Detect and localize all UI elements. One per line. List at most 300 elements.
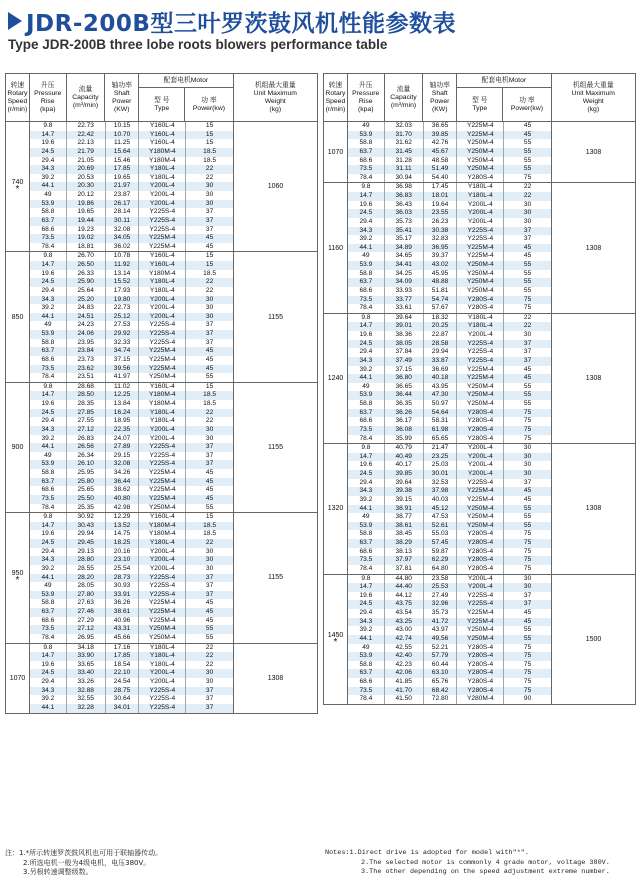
speed-cell <box>6 252 30 381</box>
motor-type-cell: Y280S-4 <box>457 296 504 305</box>
header-line: (kg) <box>587 105 600 113</box>
motor-type-cell: Y250M-4 <box>457 635 504 644</box>
weight-cell: 1155 <box>267 313 284 321</box>
table-row <box>348 139 551 148</box>
header-weight <box>234 74 317 121</box>
table-row <box>30 296 233 305</box>
motor-type-cell: Y225M-4 <box>139 365 186 374</box>
pressure-cell: 68.6 <box>348 417 385 426</box>
motor-power-cell: 30 <box>205 564 214 572</box>
shaft-power-cell: 42.76 <box>424 139 458 148</box>
speed-group <box>6 513 317 643</box>
capacity-cell: 39.64 <box>385 314 424 323</box>
table-row <box>30 270 233 279</box>
capacity-cell: 25.35 <box>67 504 106 513</box>
pressure-cell: 58.8 <box>348 270 385 279</box>
motor-power-cell: 15 <box>205 513 214 521</box>
motor-type-cell: Y180M-4 <box>139 148 186 157</box>
motor-type-cell: Y225S-4 <box>457 357 504 366</box>
capacity-cell: 25.65 <box>67 486 106 495</box>
shaft-power-cell: 22.87 <box>424 331 458 340</box>
motor-power-cell: 45 <box>523 122 532 129</box>
capacity-cell: 39.85 <box>385 470 424 479</box>
motor-power-cell: 55 <box>205 503 214 511</box>
shaft-power-cell: 28.75 <box>106 687 140 696</box>
motor-type-cell: Y225S-4 <box>457 600 504 609</box>
page-subtitle: Type JDR-200B three lobe roots blowers performance table <box>8 37 388 52</box>
capacity-cell: 23.73 <box>67 356 106 365</box>
table-row <box>348 201 551 210</box>
shaft-power-cell: 29.15 <box>106 452 140 461</box>
motor-type-cell: Y280S-4 <box>457 661 504 670</box>
shaft-power-cell: 18.01 <box>424 192 458 201</box>
capacity-cell: 24.83 <box>67 304 106 313</box>
motor-power-cell: 30 <box>205 191 214 198</box>
motor-power-cell: 45 <box>205 599 214 607</box>
header-line: Power(kw) <box>192 104 225 112</box>
pressure-cell: 34.3 <box>30 687 67 696</box>
header-motor-title: 配套电机Motor <box>139 74 232 88</box>
pressure-cell: 19.6 <box>348 331 385 340</box>
header-weight <box>552 74 635 121</box>
table-row <box>30 287 233 296</box>
table-row <box>30 582 233 591</box>
shaft-power-cell: 47.30 <box>424 391 458 400</box>
pressure-cell: 34.3 <box>30 165 67 174</box>
motor-power-cell: 30 <box>523 331 532 338</box>
table-row <box>348 192 551 201</box>
motor-power-cell: 18.5 <box>203 400 217 407</box>
motor-type-cell: Y250M-4 <box>457 278 504 287</box>
motor-power-cell: 75 <box>523 564 532 572</box>
pressure-cell: 53.9 <box>30 591 67 600</box>
capacity-cell: 36.43 <box>385 201 424 210</box>
capacity-cell: 36.35 <box>385 400 424 409</box>
capacity-cell: 33.61 <box>385 304 424 313</box>
motor-power-cell: 45 <box>523 374 532 382</box>
capacity-cell: 27.46 <box>67 608 106 617</box>
motor-power-cell: 18.5 <box>203 147 217 155</box>
header-line: 轴功率 <box>111 81 132 89</box>
header-line: (r/min) <box>7 105 28 113</box>
pressure-cell: 24.5 <box>30 409 67 418</box>
motor-type-cell: Y200L-4 <box>139 304 186 313</box>
table-header <box>324 74 635 122</box>
table-row <box>348 374 551 383</box>
motor-power-cell: 15 <box>205 261 214 268</box>
table-row <box>30 182 233 191</box>
pressure-cell: 78.4 <box>348 174 385 183</box>
shaft-power-cell: 36.95 <box>424 244 458 253</box>
motor-type-cell: Y225M-4 <box>457 252 504 261</box>
shaft-power-cell: 20.16 <box>106 548 140 557</box>
group-rows <box>30 383 234 512</box>
motor-type-cell: Y180L-4 <box>139 661 186 670</box>
capacity-cell: 30.43 <box>67 522 106 531</box>
motor-power-cell: 45 <box>205 616 214 624</box>
motor-power-cell: 30 <box>523 209 532 217</box>
motor-type-cell: Y180M-4 <box>139 391 186 400</box>
pressure-cell: 53.9 <box>30 460 67 469</box>
table-row <box>348 244 551 253</box>
motor-power-cell: 45 <box>205 469 214 476</box>
capacity-cell: 34.89 <box>385 244 424 253</box>
header-line: Weight <box>582 97 604 105</box>
motor-power-cell: 75 <box>523 686 532 694</box>
motor-type-cell: Y225S-4 <box>139 687 186 696</box>
capacity-cell: 20.30 <box>67 182 106 191</box>
pressure-cell: 9.8 <box>348 444 385 453</box>
header-line: Type <box>472 104 488 112</box>
pressure-cell: 73.5 <box>30 625 67 634</box>
shaft-power-cell: 20.25 <box>424 322 458 331</box>
capacity-cell: 28.80 <box>67 556 106 565</box>
capacity-cell: 24.23 <box>67 321 106 330</box>
pressure-cell: 49 <box>30 582 67 591</box>
motor-type-cell: Y200L-4 <box>139 191 186 200</box>
shaft-power-cell: 38.62 <box>106 486 140 495</box>
motor-type-cell: Y225M-4 <box>139 243 186 252</box>
motor-power-cell: 30 <box>523 583 532 591</box>
motor-power-cell: 75 <box>523 652 532 660</box>
capacity-cell: 33.93 <box>385 287 424 296</box>
motor-type-cell: Y225S-4 <box>139 217 186 226</box>
table-row <box>348 400 551 409</box>
capacity-cell: 33.65 <box>67 661 106 670</box>
motor-power-cell: 55 <box>205 633 214 641</box>
motor-type-cell: Y280S-4 <box>457 556 504 565</box>
pressure-cell: 63.7 <box>348 539 385 548</box>
motor-type-cell: Y225S-4 <box>457 348 504 357</box>
table-row <box>348 331 551 340</box>
table-row <box>348 131 551 140</box>
motor-power-cell: 55 <box>523 391 532 399</box>
motor-power-cell: 75 <box>523 530 532 538</box>
capacity-cell: 37.49 <box>385 357 424 366</box>
table-row <box>30 452 233 461</box>
motor-type-cell: Y225M-4 <box>457 496 504 505</box>
pressure-cell: 24.5 <box>348 470 385 479</box>
capacity-cell: 31.11 <box>385 165 424 174</box>
motor-power-cell: 55 <box>523 278 532 286</box>
page-title: JDR-200B型三叶罗茨鼓风机性能参数表 <box>26 10 456 37</box>
speed-group <box>6 383 317 513</box>
shaft-power-cell: 28.73 <box>106 574 140 583</box>
motor-power-cell: 37 <box>523 478 532 486</box>
capacity-cell: 25.64 <box>67 287 106 296</box>
motor-power-cell: 55 <box>523 513 532 521</box>
shaft-power-cell: 11.92 <box>106 261 140 270</box>
speed-value: 1450 <box>327 631 344 639</box>
motor-type-cell: Y200L-4 <box>139 548 186 557</box>
capacity-cell: 25.20 <box>67 296 106 305</box>
shaft-power-cell: 23.87 <box>106 191 140 200</box>
header-line: 机组最大重量 <box>254 81 296 89</box>
shaft-power-cell: 10.78 <box>106 252 140 261</box>
motor-power-cell: 37 <box>523 235 532 243</box>
capacity-cell: 24.51 <box>67 313 106 322</box>
capacity-cell: 20.12 <box>67 191 106 200</box>
pressure-cell: 49 <box>30 191 67 200</box>
header-motor-sub <box>457 88 550 121</box>
group-rows <box>30 513 234 642</box>
motor-type-cell: Y200L-4 <box>457 470 504 479</box>
motor-power-cell: 45 <box>523 243 532 251</box>
motor-type-cell: Y280S-4 <box>457 644 504 653</box>
motor-power-cell: 30 <box>523 470 532 477</box>
motor-type-cell: Y280S-4 <box>457 548 504 557</box>
table-row <box>348 122 551 131</box>
motor-power-cell: 30 <box>205 304 214 312</box>
table-row <box>30 409 233 418</box>
motor-type-cell: Y180L-4 <box>139 539 186 548</box>
motor-power-cell: 45 <box>205 242 214 250</box>
pressure-cell: 44.1 <box>348 244 385 253</box>
motor-type-cell: Y225M-4 <box>457 244 504 253</box>
motor-type-cell: Y200L-4 <box>457 461 504 470</box>
pressure-cell: 39.2 <box>348 235 385 244</box>
shaft-power-cell: 13.84 <box>106 400 140 409</box>
shaft-power-cell: 72.80 <box>424 695 458 704</box>
motor-type-cell: Y280S-4 <box>457 565 504 574</box>
capacity-cell: 43.54 <box>385 609 424 618</box>
header-line: Rotary <box>7 89 28 97</box>
capacity-cell: 36.98 <box>385 183 424 192</box>
pressure-cell: 53.9 <box>348 131 385 140</box>
motor-type-cell: Y200L-4 <box>139 200 186 209</box>
motor-type-cell: Y250M-4 <box>457 505 504 514</box>
shaft-power-cell: 45.66 <box>106 634 140 643</box>
pressure-cell: 53.9 <box>348 652 385 661</box>
motor-type-cell: Y180L-4 <box>139 409 186 418</box>
motor-type-cell: Y160L-4 <box>139 131 186 140</box>
motor-power-cell: 30 <box>205 547 214 555</box>
capacity-cell: 26.70 <box>67 252 106 261</box>
capacity-cell: 39.15 <box>385 496 424 505</box>
motor-type-cell: Y250M-4 <box>457 148 504 157</box>
header-line: 流量 <box>396 85 411 93</box>
capacity-cell: 27.12 <box>67 625 106 634</box>
table-row <box>30 131 233 140</box>
pressure-cell: 68.6 <box>348 548 385 557</box>
table-row <box>30 678 233 687</box>
capacity-cell: 32.03 <box>385 122 424 131</box>
table-row <box>348 565 551 574</box>
speed-value: 1160 <box>327 244 344 252</box>
shaft-power-cell: 25.03 <box>424 461 458 470</box>
table-row <box>348 556 551 565</box>
shaft-power-cell: 22.73 <box>106 304 140 313</box>
table-row <box>348 174 551 183</box>
pressure-cell: 44.1 <box>30 704 67 713</box>
motor-type-cell: Y225S-4 <box>457 592 504 601</box>
shaft-power-cell: 13.14 <box>106 270 140 279</box>
motor-type-cell: Y200L-4 <box>457 444 504 453</box>
motor-type-cell: Y200L-4 <box>457 575 504 584</box>
pressure-cell: 24.5 <box>348 600 385 609</box>
motor-type-cell: Y280S-4 <box>457 174 504 183</box>
pressure-cell: 44.1 <box>348 374 385 383</box>
capacity-cell: 23.62 <box>67 365 106 374</box>
motor-power-cell: 37 <box>523 339 532 347</box>
motor-power-cell: 37 <box>205 703 214 711</box>
shaft-power-cell: 49.56 <box>424 635 458 644</box>
shaft-power-cell: 19.65 <box>106 174 140 183</box>
pressure-cell: 14.7 <box>30 652 67 661</box>
motor-type-cell: Y250M-4 <box>457 157 504 166</box>
motor-type-cell: Y250M-4 <box>139 634 186 643</box>
shaft-power-cell: 38.61 <box>106 608 140 617</box>
shaft-power-cell: 12.29 <box>106 513 140 522</box>
shaft-power-cell: 18.25 <box>106 539 140 548</box>
pressure-cell: 9.8 <box>30 644 67 653</box>
capacity-cell: 30.92 <box>67 513 106 522</box>
motor-power-cell: 75 <box>523 539 532 546</box>
capacity-cell: 26.56 <box>67 443 106 452</box>
motor-power-cell: 55 <box>523 156 532 164</box>
header-motor-title: 配套电机Motor <box>457 74 550 88</box>
shaft-power-cell: 23.58 <box>424 575 458 584</box>
motor-power-cell: 75 <box>523 556 532 564</box>
motor-power-cell: 90 <box>523 695 532 703</box>
motor-type-cell: Y200L-4 <box>139 435 186 444</box>
motor-power-cell: 45 <box>205 347 214 355</box>
header-line: Capacity <box>390 93 417 101</box>
pressure-cell: 58.8 <box>348 530 385 539</box>
table-row <box>30 148 233 157</box>
shaft-power-cell: 36.69 <box>424 366 458 375</box>
motor-type-cell: Y225S-4 <box>457 340 504 349</box>
shaft-power-cell: 17.85 <box>106 652 140 661</box>
weight-cell: 1155 <box>267 443 284 451</box>
speed-cell <box>6 383 30 512</box>
shaft-power-cell: 41.97 <box>106 373 140 382</box>
motor-type-cell: Y200L-4 <box>139 678 186 687</box>
motor-power-cell: 30 <box>523 217 532 225</box>
motor-power-cell: 55 <box>523 147 532 155</box>
shaft-power-cell: 32.96 <box>424 600 458 609</box>
pressure-cell: 49 <box>348 644 385 653</box>
capacity-cell: 40.17 <box>385 461 424 470</box>
shaft-power-cell: 39.37 <box>424 252 458 261</box>
capacity-cell: 42.74 <box>385 635 424 644</box>
motor-type-cell: Y280S-4 <box>457 687 504 696</box>
capacity-cell: 22.73 <box>67 122 106 131</box>
pressure-cell: 73.5 <box>348 426 385 435</box>
speed-group <box>324 183 635 313</box>
table-row <box>348 678 551 687</box>
capacity-cell: 19.02 <box>67 234 106 243</box>
capacity-cell: 38.77 <box>385 513 424 522</box>
pressure-cell: 58.8 <box>348 400 385 409</box>
table-row <box>30 443 233 452</box>
motor-power-cell: 55 <box>205 625 214 633</box>
header-motor <box>139 74 233 121</box>
header-line: Type <box>154 104 170 112</box>
pressure-cell: 14.7 <box>348 322 385 331</box>
header-line: Unit Maximum <box>571 89 615 97</box>
header-shaft-power <box>105 74 139 121</box>
table-row <box>30 652 233 661</box>
capacity-cell: 19.65 <box>67 208 106 217</box>
pressure-cell: 24.5 <box>30 278 67 287</box>
shaft-power-cell: 33.91 <box>106 591 140 600</box>
motor-power-cell: 22 <box>205 539 214 546</box>
motor-power-cell: 55 <box>523 634 532 642</box>
motor-type-cell: Y225S-4 <box>139 339 186 348</box>
speed-value: 1320 <box>327 505 344 513</box>
motor-power-cell: 30 <box>205 425 214 433</box>
motor-power-cell: 18.5 <box>203 269 217 277</box>
pressure-cell: 78.4 <box>348 304 385 313</box>
motor-power-cell: 18.5 <box>203 156 217 164</box>
speed-group <box>6 644 317 713</box>
motor-power-cell: 22 <box>205 417 214 425</box>
header-line: Power <box>112 97 132 105</box>
motor-type-cell: Y225S-4 <box>139 443 186 452</box>
shaft-power-cell: 27.49 <box>424 592 458 601</box>
capacity-cell: 43.00 <box>385 626 424 635</box>
shaft-power-cell: 39.85 <box>424 131 458 140</box>
header-line: (kpa) <box>39 105 56 113</box>
motor-type-cell: Y225M-4 <box>457 487 504 496</box>
capacity-cell: 37.15 <box>385 366 424 375</box>
shaft-power-cell: 25.54 <box>106 565 140 574</box>
shaft-power-cell: 40.96 <box>106 617 140 626</box>
speed-group <box>6 252 317 382</box>
capacity-cell: 19.23 <box>67 226 106 235</box>
pressure-cell: 53.9 <box>30 330 67 339</box>
motor-type-cell: Y180L-4 <box>457 322 504 331</box>
speed-cell <box>324 314 348 443</box>
motor-type-cell: Y225M-4 <box>457 131 504 140</box>
shaft-power-cell: 26.23 <box>424 218 458 227</box>
shaft-power-cell: 55.03 <box>424 530 458 539</box>
header-line: 升压 <box>40 81 55 89</box>
capacity-cell: 26.50 <box>67 261 106 270</box>
table-row <box>348 261 551 270</box>
motor-power-cell: 75 <box>523 669 532 677</box>
motor-type-cell: Y180M-4 <box>139 270 186 279</box>
capacity-cell: 21.79 <box>67 148 106 157</box>
table-row <box>30 304 233 313</box>
motor-power-cell: 55 <box>523 165 532 173</box>
motor-type-cell: Y225M-4 <box>457 366 504 375</box>
motor-power-cell: 75 <box>523 660 532 668</box>
motor-power-cell: 75 <box>523 417 532 425</box>
right-table <box>323 73 636 705</box>
motor-type-cell: Y225S-4 <box>457 227 504 236</box>
shaft-power-cell: 30.93 <box>106 582 140 591</box>
header-speed <box>324 74 348 121</box>
pressure-cell: 53.9 <box>348 522 385 531</box>
motor-power-cell: 55 <box>523 269 532 277</box>
table-row <box>348 157 551 166</box>
capacity-cell: 36.65 <box>385 383 424 392</box>
motor-power-cell: 75 <box>523 547 532 555</box>
shaft-power-cell: 43.97 <box>424 626 458 635</box>
motor-power-cell: 30 <box>205 312 214 320</box>
capacity-cell: 31.70 <box>385 131 424 140</box>
capacity-cell: 23.51 <box>67 373 106 382</box>
table-row <box>348 652 551 661</box>
shaft-power-cell: 26.17 <box>106 200 140 209</box>
capacity-cell: 40.79 <box>385 444 424 453</box>
note-line: 2.The selected motor is commonly 4 grade motor, voltage 380V. <box>361 858 610 867</box>
shaft-power-cell: 64.80 <box>424 565 458 574</box>
speed-cell <box>6 513 30 642</box>
motor-power-cell: 37 <box>205 573 214 581</box>
